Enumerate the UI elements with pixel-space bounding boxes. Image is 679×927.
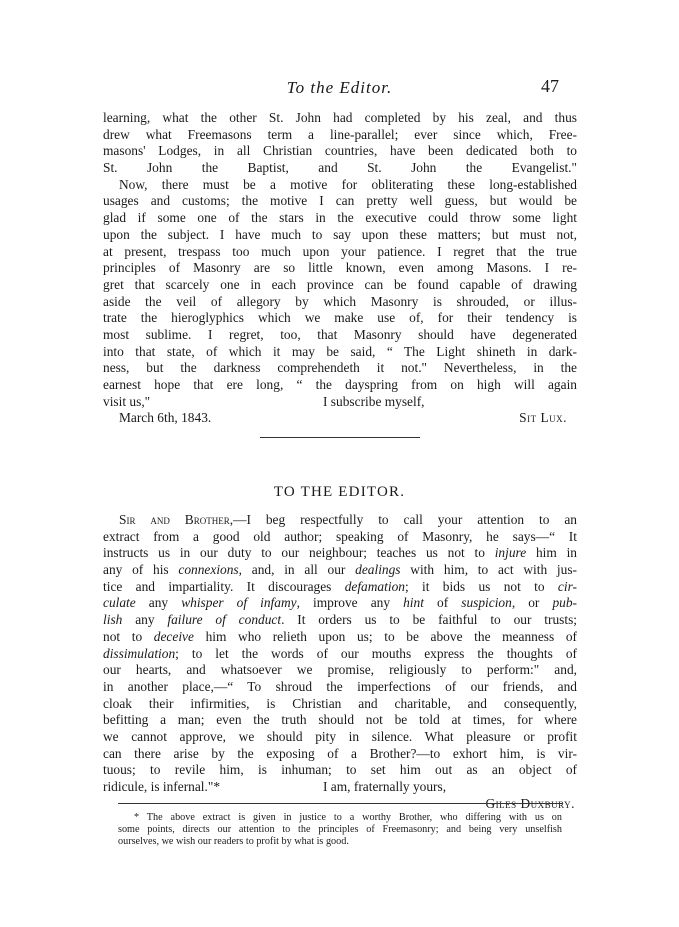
text-run: any — [122, 612, 168, 628]
text-run: any — [135, 595, 182, 611]
text-run: , and, in all our — [238, 562, 356, 578]
text-line: Now, there must be a motive for obliterating these long-established — [119, 176, 577, 192]
text-line — [103, 562, 577, 579]
running-title: To the Editor. — [286, 78, 393, 97]
text-run: tice and impartiality. It discourages — [103, 578, 345, 594]
text-line — [103, 662, 577, 679]
text-run: him who relieth upon us; to be above the meanness of — [193, 628, 577, 644]
text-line: ness, but the darkness comprehendeth it not." Nevertheless, in the — [103, 360, 577, 376]
text-line — [103, 679, 577, 696]
text-line: principles of Masonry are so little known, even among Masons. I re- — [103, 260, 577, 276]
footnote — [118, 812, 562, 848]
closing-phrase: I subscribe myself, — [323, 393, 425, 409]
text-run: cloak their infirmities, is Christian and charitable, and consequently, — [103, 695, 577, 711]
text-run: we cannot approve, we should pity in silence. What pleasure or profit — [103, 728, 577, 744]
closing-start: visit us," — [103, 393, 151, 409]
text-line: drew what Freemasons term a line-parallel; ever since which, Free- — [103, 126, 577, 142]
text-line: at present, trespass too much upon your patience. I regret that the true — [103, 243, 577, 259]
section-divider — [260, 437, 420, 438]
salutation: Sir and Brother, — [119, 512, 234, 527]
text-run: extract from a good old author; speaking of Masonry, he says—“ It — [103, 528, 577, 544]
italic-phrase: dealings — [355, 562, 401, 578]
footnote-lines — [118, 812, 562, 848]
text-line — [103, 529, 577, 546]
text-line — [103, 746, 577, 763]
italic-phrase: lish — [103, 612, 123, 628]
text-run: not to — [103, 628, 154, 644]
text-run: our hearts, and whatsoever we promise, religiously to perform:" and, — [103, 662, 577, 678]
italic-phrase: whisper of infamy — [181, 595, 297, 611]
text-line — [103, 512, 577, 529]
text-run: tuous; to revile him, is inhuman; to set him out as an object of — [103, 762, 577, 778]
italic-phrase: dissimulation — [103, 645, 176, 661]
italic-phrase: connexions — [178, 562, 239, 578]
footnote-rule — [118, 803, 562, 804]
running-head — [0, 78, 679, 102]
letter-one-lines — [103, 110, 577, 394]
text-line — [103, 629, 577, 646]
text-line: aside the veil of allegory by which Masonry is shrouded, or illus- — [103, 293, 577, 309]
text-run: befitting a man; even the truth should not be told at times, for where — [103, 712, 577, 728]
text-line: trate the hieroglyphics which we make use of, for their tendency is — [103, 310, 577, 326]
text-line — [103, 729, 577, 746]
italic-phrase: cir- — [557, 578, 577, 594]
letter-one-closing — [103, 394, 577, 411]
letter-two-closing — [103, 779, 577, 796]
section-heading: TO THE EDITOR. — [273, 484, 406, 500]
text-line — [103, 612, 577, 629]
text-run: of — [423, 595, 462, 611]
text-run: ; it bids us not to — [404, 578, 558, 594]
text-line — [103, 762, 577, 779]
letter-two-lines — [103, 512, 577, 779]
letter-one-body — [103, 110, 577, 427]
letter-two-body — [103, 512, 577, 812]
letter-one-signer: Sit Lux. — [519, 410, 567, 426]
footnote-line: * The above extract is given in justice to a worthy Brother, who differing with us on — [134, 812, 562, 823]
closing-phrase: I am, fraternally yours, — [323, 779, 447, 794]
text-line: St. John the Baptist, and St. John the Evangelist." — [103, 160, 577, 176]
text-line — [103, 595, 577, 612]
text-line: glad if some one of the stars in the executive could throw some light — [103, 210, 577, 226]
italic-phrase: defamation — [344, 578, 405, 594]
italic-phrase: deceive — [153, 628, 194, 644]
text-run: ; to let the words of our mouths express the thoughts of — [175, 645, 577, 661]
text-run: , or — [511, 595, 553, 611]
text-line: learning, what the other St. John had completed by his zeal, and thus — [103, 110, 577, 125]
text-line: usages and customs; the motive I can pretty well guess, but would be — [103, 193, 577, 209]
text-line: most sublime. I regret, too, that Masonry should have degenerated — [103, 326, 577, 342]
text-run: him in — [526, 545, 577, 561]
text-line — [103, 712, 577, 729]
text-line: into that state, of which it may be said, “ The Light shineth in dark- — [103, 343, 577, 359]
text-line — [103, 646, 577, 663]
text-line — [103, 696, 577, 713]
italic-phrase: failure of conduct — [167, 612, 282, 628]
closing-start: ridicule, is infernal."* — [103, 779, 221, 794]
text-line — [103, 579, 577, 596]
text-run: any of his — [103, 562, 179, 578]
text-run: . It orders us to be faithful to our trusts; — [281, 612, 577, 628]
text-line: earnest hope that ere long, “ the dayspring from on high will again — [103, 377, 577, 392]
italic-phrase: suspicion — [461, 595, 512, 611]
text-line: upon the subject. I have much to say upon these matters; but must not, — [103, 226, 577, 242]
text-run: —I beg respectfully to call your attention to an — [233, 512, 577, 527]
text-line: gret that scarcely one in each province can be found capable of drawing — [103, 276, 577, 292]
footnote-line: ourselves, we wish our readers to profit by what is good. — [118, 836, 349, 847]
letter-two-signer: Giles Duxbury. — [485, 795, 575, 811]
text-run: with him, to act with jus- — [400, 562, 577, 578]
text-run: , improve any — [296, 595, 404, 611]
date-signature-row — [103, 410, 577, 427]
text-line: masons' Lodges, in all Christian countries, have been dedicated both to — [103, 143, 577, 159]
text-run: instructs us in our duty to our neighbour; teaches us not to — [103, 545, 495, 561]
italic-phrase: injure — [494, 545, 527, 561]
italic-phrase: hint — [403, 595, 424, 611]
italic-phrase: culate — [103, 595, 136, 611]
text-run: in another place,—“ To shroud the imperfections of our friends, and — [103, 678, 577, 694]
letter-date: March 6th, 1843. — [119, 410, 212, 426]
footnote-line: some points, directs our attention to the principles of Freemasonry; and being very unselfish — [118, 824, 562, 835]
page-number: 47 — [541, 76, 559, 96]
text-run: can there arise by the exposing of a Brother?—to exhort him, is vir- — [103, 745, 577, 761]
text-line — [103, 545, 577, 562]
italic-phrase: pub- — [552, 595, 578, 611]
